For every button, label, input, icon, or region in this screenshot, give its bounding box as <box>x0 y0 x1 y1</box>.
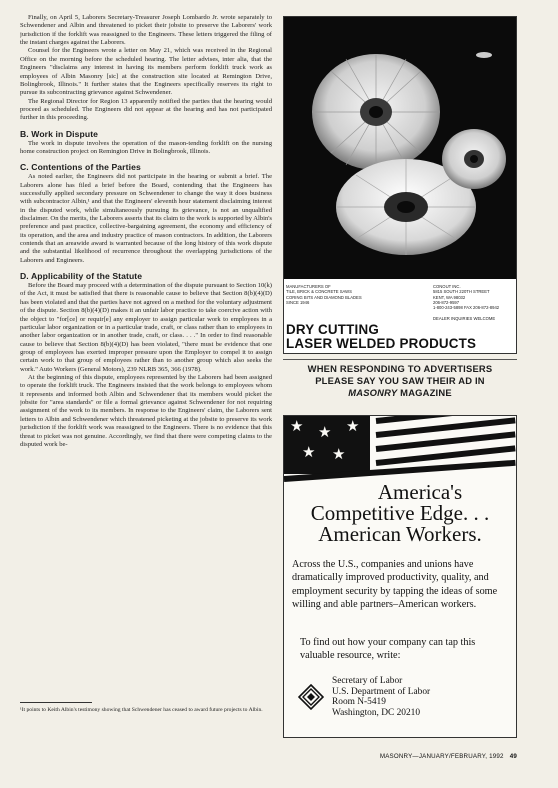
notice-line <box>283 387 517 399</box>
magazine-name: MASONRY <box>348 386 398 398</box>
address-line: 206-872-9597 <box>433 299 460 305</box>
saw-blade-advertisement <box>283 16 517 354</box>
department-of-labor-advertisement <box>283 415 517 738</box>
article-paragraph: Counsel for the Engineers wrote a letter on May 21, which was received in the Regional Office on the morning before the scheduled hearing. The letter advises, inter alia, that the Engineers "disclaims any interest in having its members perform forklift truck work as employees of Albin Masonry [sic] at the construction site located at Remington Drive, Bolingbrook, Illinois." It further states that the Engineers specifically reserves its right to pursue its subcontracting grievance against Schwendener. <box>20 47 272 97</box>
ad-body-text: Across the U.S., companies and unions have dramatically improved productivity, quality, and employment security by tapping the ideas of some willing and able partners–American workers. <box>292 559 498 610</box>
page-number: 49 <box>509 753 517 760</box>
ad-headline <box>286 323 516 351</box>
star-icon: ★ <box>302 445 316 461</box>
address-line: KENT, WA 98032 <box>433 294 466 300</box>
notice-suffix: MAGAZINE <box>397 386 452 398</box>
advertiser-notice <box>283 363 517 398</box>
manufacturer-line: MANUFACTURERS OF <box>286 284 331 289</box>
article-paragraph: The work in dispute involves the operation of the mason-tending forklift on the nursing home construction project on Remington Drive in Bolingbrook, Illinois. <box>20 139 272 155</box>
article-paragraph: As noted earlier, the Engineers did not participate in the hearing or submit a brief. The Laborers alone has filed a brief before the Board, contending that the Engineers has successfully applied secondary pressure on Schwendener to change the way it does business with subcontractor Albin,¹ and that the Engineers' eleventh hour statement disclaiming interest in the disputed work, while simultaneously pursuing its grievance, is not an unqualified disclaimer. On the merits, the Laborers asserts that its claim to the work is supported by Albin's preference and past practice, collective-bargaining agreement, the economy and efficiency of its operation, and the area and industry practice of mason contractors. In addition, the Laborers contends that an areawide award is warranted because of the long history of this work dispute and the substantial likelihood of recurrence throughout the overlapping jurisdictions of the Laborers and Engineers. <box>20 173 272 264</box>
manufacturer-line: TILE, BRICK & CONCRETE SAWS <box>286 289 352 295</box>
ad-headline-line: DRY CUTTING <box>286 322 379 337</box>
ad-call-to-action: To find out how your company can tap this valuable resource, write: <box>300 637 476 662</box>
address-line: U.S. Department of Labor <box>332 686 431 697</box>
divider <box>283 359 517 360</box>
manufacturer-line: SINCE 1946 <box>286 299 310 305</box>
notice-line: WHEN RESPONDING TO ADVERTISERS <box>307 363 493 374</box>
diamond-blade-illustration <box>284 17 516 279</box>
section-heading-contentions: C. Contentions of the Parties <box>20 162 141 173</box>
page-footer <box>283 753 517 760</box>
address-line: Room N-5419 <box>332 697 386 708</box>
ad-headline-line: American Workers. <box>318 522 482 546</box>
article-paragraph: The Regional Director for Region 13 apparently notified the parties that the hearing would proceed as scheduled. The Engineers did not appear at the hearing and has not participated further in this proceeding. <box>20 97 272 122</box>
section-heading-applicability: D. Applicability of the Statute <box>20 271 143 282</box>
ad-headline <box>284 482 516 545</box>
address-line: CONOUT INC. <box>433 284 461 289</box>
article-paragraph: Finally, on April 5, Laborers Secretary-Treasurer Joseph Lombardo Jr. wrote separately to Schwendener and Albin and threatened to picket their jobsite to preserve the Laborers' work jurisdiction if the forklift was reassigned to the Engineers. These letters triggered the filing of the instant charges against the Laborers. <box>20 14 272 47</box>
running-head: MASONRY—JANUARY/FEBRUARY, 1992 <box>379 753 504 760</box>
address-line: 5815 SOUTH 220TH STREET <box>433 289 490 295</box>
footnote-divider <box>20 702 92 703</box>
article-column <box>20 14 272 716</box>
ad-headline-line: America's <box>377 480 463 504</box>
address-line: Washington, DC 20210 <box>332 708 421 719</box>
article-paragraph: At the beginning of this dispute, employees represented by the Laborers had been assigned to operate the forklift truck. The Engineers insisted that the work belongs to employees whom it represents and informed both Albin and Schwendener that its members would picket the jobsite for "area standards" or file a formal grievance against Schwendener for not requiring assignment of the work to its members. In response to the Engineers' claim, the Laborers sent letters to Albin and Schwendener which threatened picketing at the jobsite to preserve its work jurisdiction if the forklift work was reassigned to the Engineers. There is no evidence that this threat to picket was not genuine. Accordingly, we find that there were competing claims to the disputed work be- <box>20 374 272 448</box>
article-paragraph: Before the Board may proceed with a determination of the dispute pursuant to Section 10(k) of the Act, it must be satisfied that there is reasonable cause to believe that Section 8(b)(4)(D) has been violated and that the parties have not agreed on a method for the voluntary adjustment of the dispute. Section 8(b)(4)(D) makes it an unfair labor practice to take coercive action with the object to "for[ce] or requir[e] any employer to assign particular work to employees in a particular labor organization or in a particular trade, craft, or class rather than to employees in another labor organization or in another trade, craft, or class. . . ." In order to find reasonable cause to believe that Section 8(b)(4)(D) has been violated, "there must be evidence that one group of employees has exerted improper pressure upon the Employer to compel it to assign certain work to that group of employees rather than to another group which also seeks the work." Auto Workers (General Motors), 239 NLRB 365, 366 (1978). <box>20 282 272 373</box>
manufacturer-info <box>286 284 396 305</box>
advertiser-address <box>433 284 517 310</box>
ad-headline-line: LASER WELDED PRODUCTS <box>286 336 477 352</box>
star-icon: ★ <box>318 425 332 441</box>
saw-blades-photo <box>284 17 516 279</box>
ad-headline-line: Competitive Edge. . . <box>310 501 490 525</box>
star-icon: ★ <box>290 419 304 435</box>
dealer-note: DEALER INQUIRIES WELCOME <box>433 316 496 321</box>
notice-line: PLEASE SAY YOU SAW THEIR AD IN <box>315 374 485 386</box>
address-line: Secretary of Labor <box>332 676 403 686</box>
address-line: 1-800-243-5898 FAX 206-872-8942 <box>433 305 500 310</box>
mailing-address <box>332 676 502 719</box>
star-icon: ★ <box>346 419 360 435</box>
manufacturer-line: CORING BITS AND DIAMOND BLADES <box>286 294 362 300</box>
footnote: ¹It points to Keith Albin's testimony showing that Schwendener has ceased to award future projects to Albin. <box>20 707 263 713</box>
section-heading-work-in-dispute: B. Work in Dispute <box>20 128 99 139</box>
star-icon: ★ <box>332 447 346 463</box>
department-seal-icon <box>298 684 324 710</box>
